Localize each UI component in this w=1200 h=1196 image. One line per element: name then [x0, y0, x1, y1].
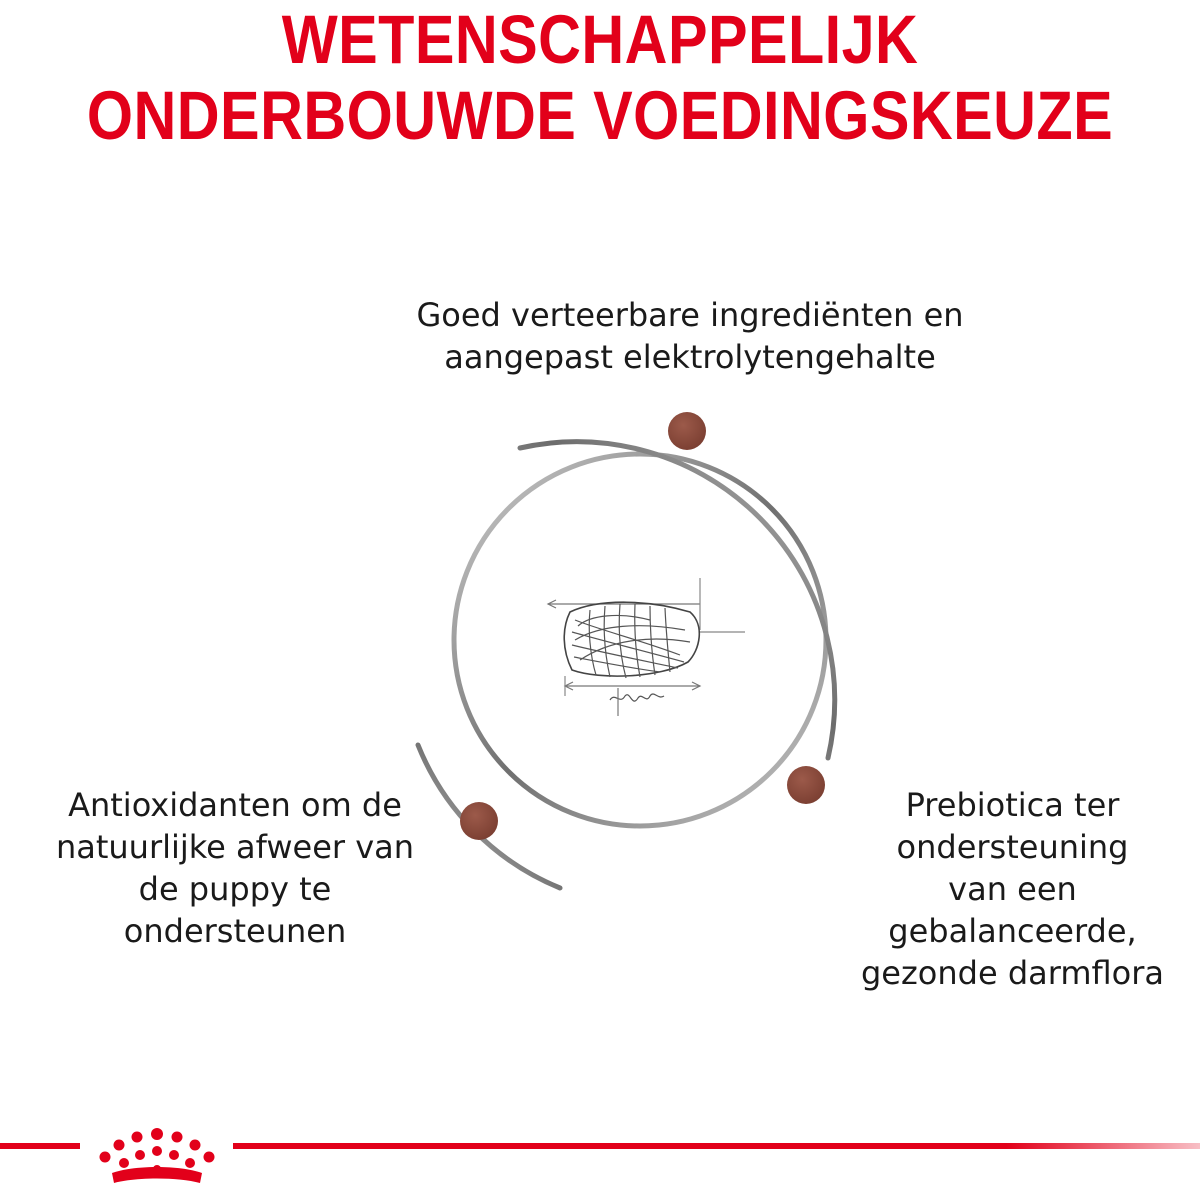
- benefit-text-line: Goed verteerbare ingrediënten en: [416, 296, 964, 334]
- benefit-text-line: ondersteuning: [896, 828, 1129, 866]
- title-line-2: ONDERBOUWDE VOEDINGSKEUZE: [86, 77, 1114, 154]
- benefit-text-line: Prebiotica ter: [905, 786, 1120, 824]
- benefit-dot-left: [460, 802, 498, 840]
- footer-divider-right: [233, 1143, 1200, 1149]
- benefit-text-line: Antioxidanten om de: [68, 786, 402, 824]
- benefit-text-line: de puppy te: [138, 870, 332, 908]
- benefit-text-line: ondersteunen: [123, 912, 347, 950]
- benefit-text-line: natuurlijke afweer van: [55, 828, 415, 866]
- benefit-text-line: aangepast elektrolytengehalte: [444, 338, 936, 376]
- title-line-1: WETENSCHAPPELIJK: [281, 1, 919, 78]
- crown-logo-icon: [94, 1125, 220, 1191]
- benefit-dot-right: [787, 766, 825, 804]
- benefit-text-line: gezonde darmflora: [860, 954, 1164, 992]
- benefit-text-line: gebalanceerde,: [888, 912, 1137, 950]
- benefit-dot-top: [668, 412, 706, 450]
- footer-divider-left: [0, 1143, 80, 1149]
- outer-arc-top: [520, 442, 835, 758]
- stomach-sketch-icon: [548, 578, 745, 716]
- benefit-text-line: van een: [948, 870, 1077, 908]
